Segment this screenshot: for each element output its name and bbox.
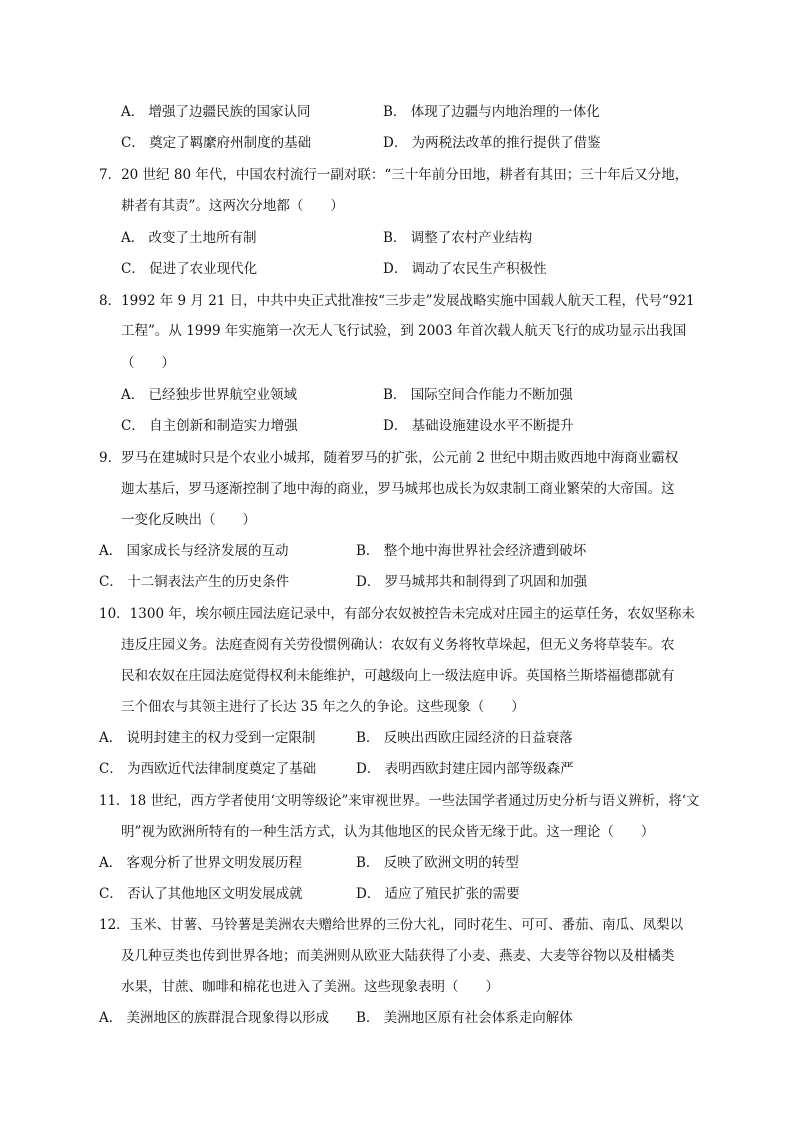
option-b: B． 国际空间合作能力不断加强 — [383, 387, 573, 403]
question-12-text: 水果，甘蔗、咖啡和棉花也进入了美洲。这些现象表明（ ） — [121, 979, 499, 995]
question-7-text: 7．20 世纪 80 年代，中国农村流行一副对联：“三十年前分田地，耕者有其田；三十年后又分地， — [99, 167, 689, 183]
option-a: A． 美洲地区的族群混合现象得以形成 — [99, 1010, 330, 1026]
option-c: C． 自主创新和制造实力增强 — [121, 418, 298, 434]
option-b: B． 整个地中海世界社会经济遭到破坏 — [356, 543, 587, 559]
option-b: B． 反映出西欧庄园经济的日益衰落 — [356, 730, 573, 746]
option-a: A． 已经独步世界航空业领域 — [121, 387, 298, 403]
option-c: C． 为西欧近代法律制度奠定了基础 — [99, 761, 317, 777]
question-9-text: 9．罗马在建城时只是个农业小城邦，随着罗马的扩张，公元前 2 世纪中期击败西地中海商业霸权 — [99, 450, 679, 466]
option-a: A． 客观分析了世界文明发展历程 — [99, 855, 303, 871]
option-a: A． 改变了土地所有制 — [121, 230, 257, 246]
option-b: B． 反映了欧洲文明的转型 — [356, 855, 519, 871]
question-10-text: 民和农奴在庄园法庭觉得权利未能维护，可越级向上一级法庭申诉。英国格兰斯塔福德郡就有 — [121, 668, 675, 684]
question-7-text: 耕者有其责”。这两次分地都（ ） — [121, 198, 344, 214]
question-9-text: 一变化反映出（ ） — [121, 512, 256, 528]
question-11-text: 11．18 世纪，西方学者使用‘文明等级论”来审视世界。一些法国学者通过历史分析与语义辨析，将‘文 — [99, 793, 700, 809]
option-d: D． 基础设施建设水平不断提升 — [383, 418, 574, 434]
question-10-text: 违反庄园义务。法庭查阅有关劳役惯例确认：农奴有义务将牧草垛起，但无义务将草装车。农 — [121, 637, 675, 653]
question-9-text: 迦太基后，罗马逐渐控制了地中海的商业，罗马城邦也成长为奴隶制工商业繁荣的大帝国。这 — [121, 481, 675, 497]
option-d: D． 适应了殖民扩张的需要 — [356, 886, 520, 902]
option-b: B． 调整了农村产业结构 — [383, 230, 533, 246]
question-11-text: 明”视为欧洲所特有的一种生活方式，认为其他地区的民众皆无缘于此。这一理论（ ） — [121, 824, 655, 840]
option-b: B． 体现了边疆与内地治理的一体化 — [383, 104, 600, 120]
option-d: D． 罗马城邦共和制得到了巩固和加强 — [356, 574, 588, 590]
question-12-text: 12．玉米、甘薯、马铃薯是美洲农夫赠给世界的三份大礼，同时花生、可可、番茄、南瓜、凤梨以 — [99, 917, 684, 933]
question-8-text: （ ） — [121, 355, 175, 371]
question-8-text: 工程”。从 1999 年实施第一次无人飞行试验，到 2003 年首次载人航天飞行的成功显示出我国 — [121, 323, 687, 339]
option-d: D． 表明西欧封建庄园内部等级森严 — [356, 761, 574, 777]
question-10-text: 三个佃农与其领主进行了长达 35 年之久的争论。这些现象（ ） — [121, 699, 525, 715]
option-c: C． 奠定了羁縻府州制度的基础 — [121, 135, 312, 151]
option-d: D． 为两税法改革的推行提供了借鉴 — [383, 135, 601, 151]
option-b: B． 美洲地区原有社会体系走向解体 — [356, 1010, 573, 1026]
option-c: C． 十二铜表法产生的历史条件 — [99, 574, 290, 590]
option-d: D． 调动了农民生产积极性 — [383, 261, 547, 277]
option-a: A． 国家成长与经济发展的互动 — [99, 543, 289, 559]
option-a: A． 增强了边疆民族的国家认同 — [121, 104, 311, 120]
question-12-text: 及几种豆类也传到世界各地；而美洲则从欧亚大陆获得了小麦、燕麦、大麦等谷物以及柑橘类 — [121, 948, 675, 964]
question-10-text: 10．1300 年，埃尔顿庄园法庭记录中，有部分农奴被控告未完成对庄园主的运草任务，农奴坚称未 — [99, 606, 695, 622]
option-a: A． 说明封建主的权力受到一定限制 — [99, 730, 316, 746]
option-c: C． 否认了其他地区文明发展成就 — [99, 886, 303, 902]
question-8-text: 8．1992 年 9 月 21 日，中共中央正式批准按“三步走”发展战略实施中国载人航天工程，代号“921 — [99, 293, 695, 309]
option-c: C． 促进了农业现代化 — [121, 261, 258, 277]
